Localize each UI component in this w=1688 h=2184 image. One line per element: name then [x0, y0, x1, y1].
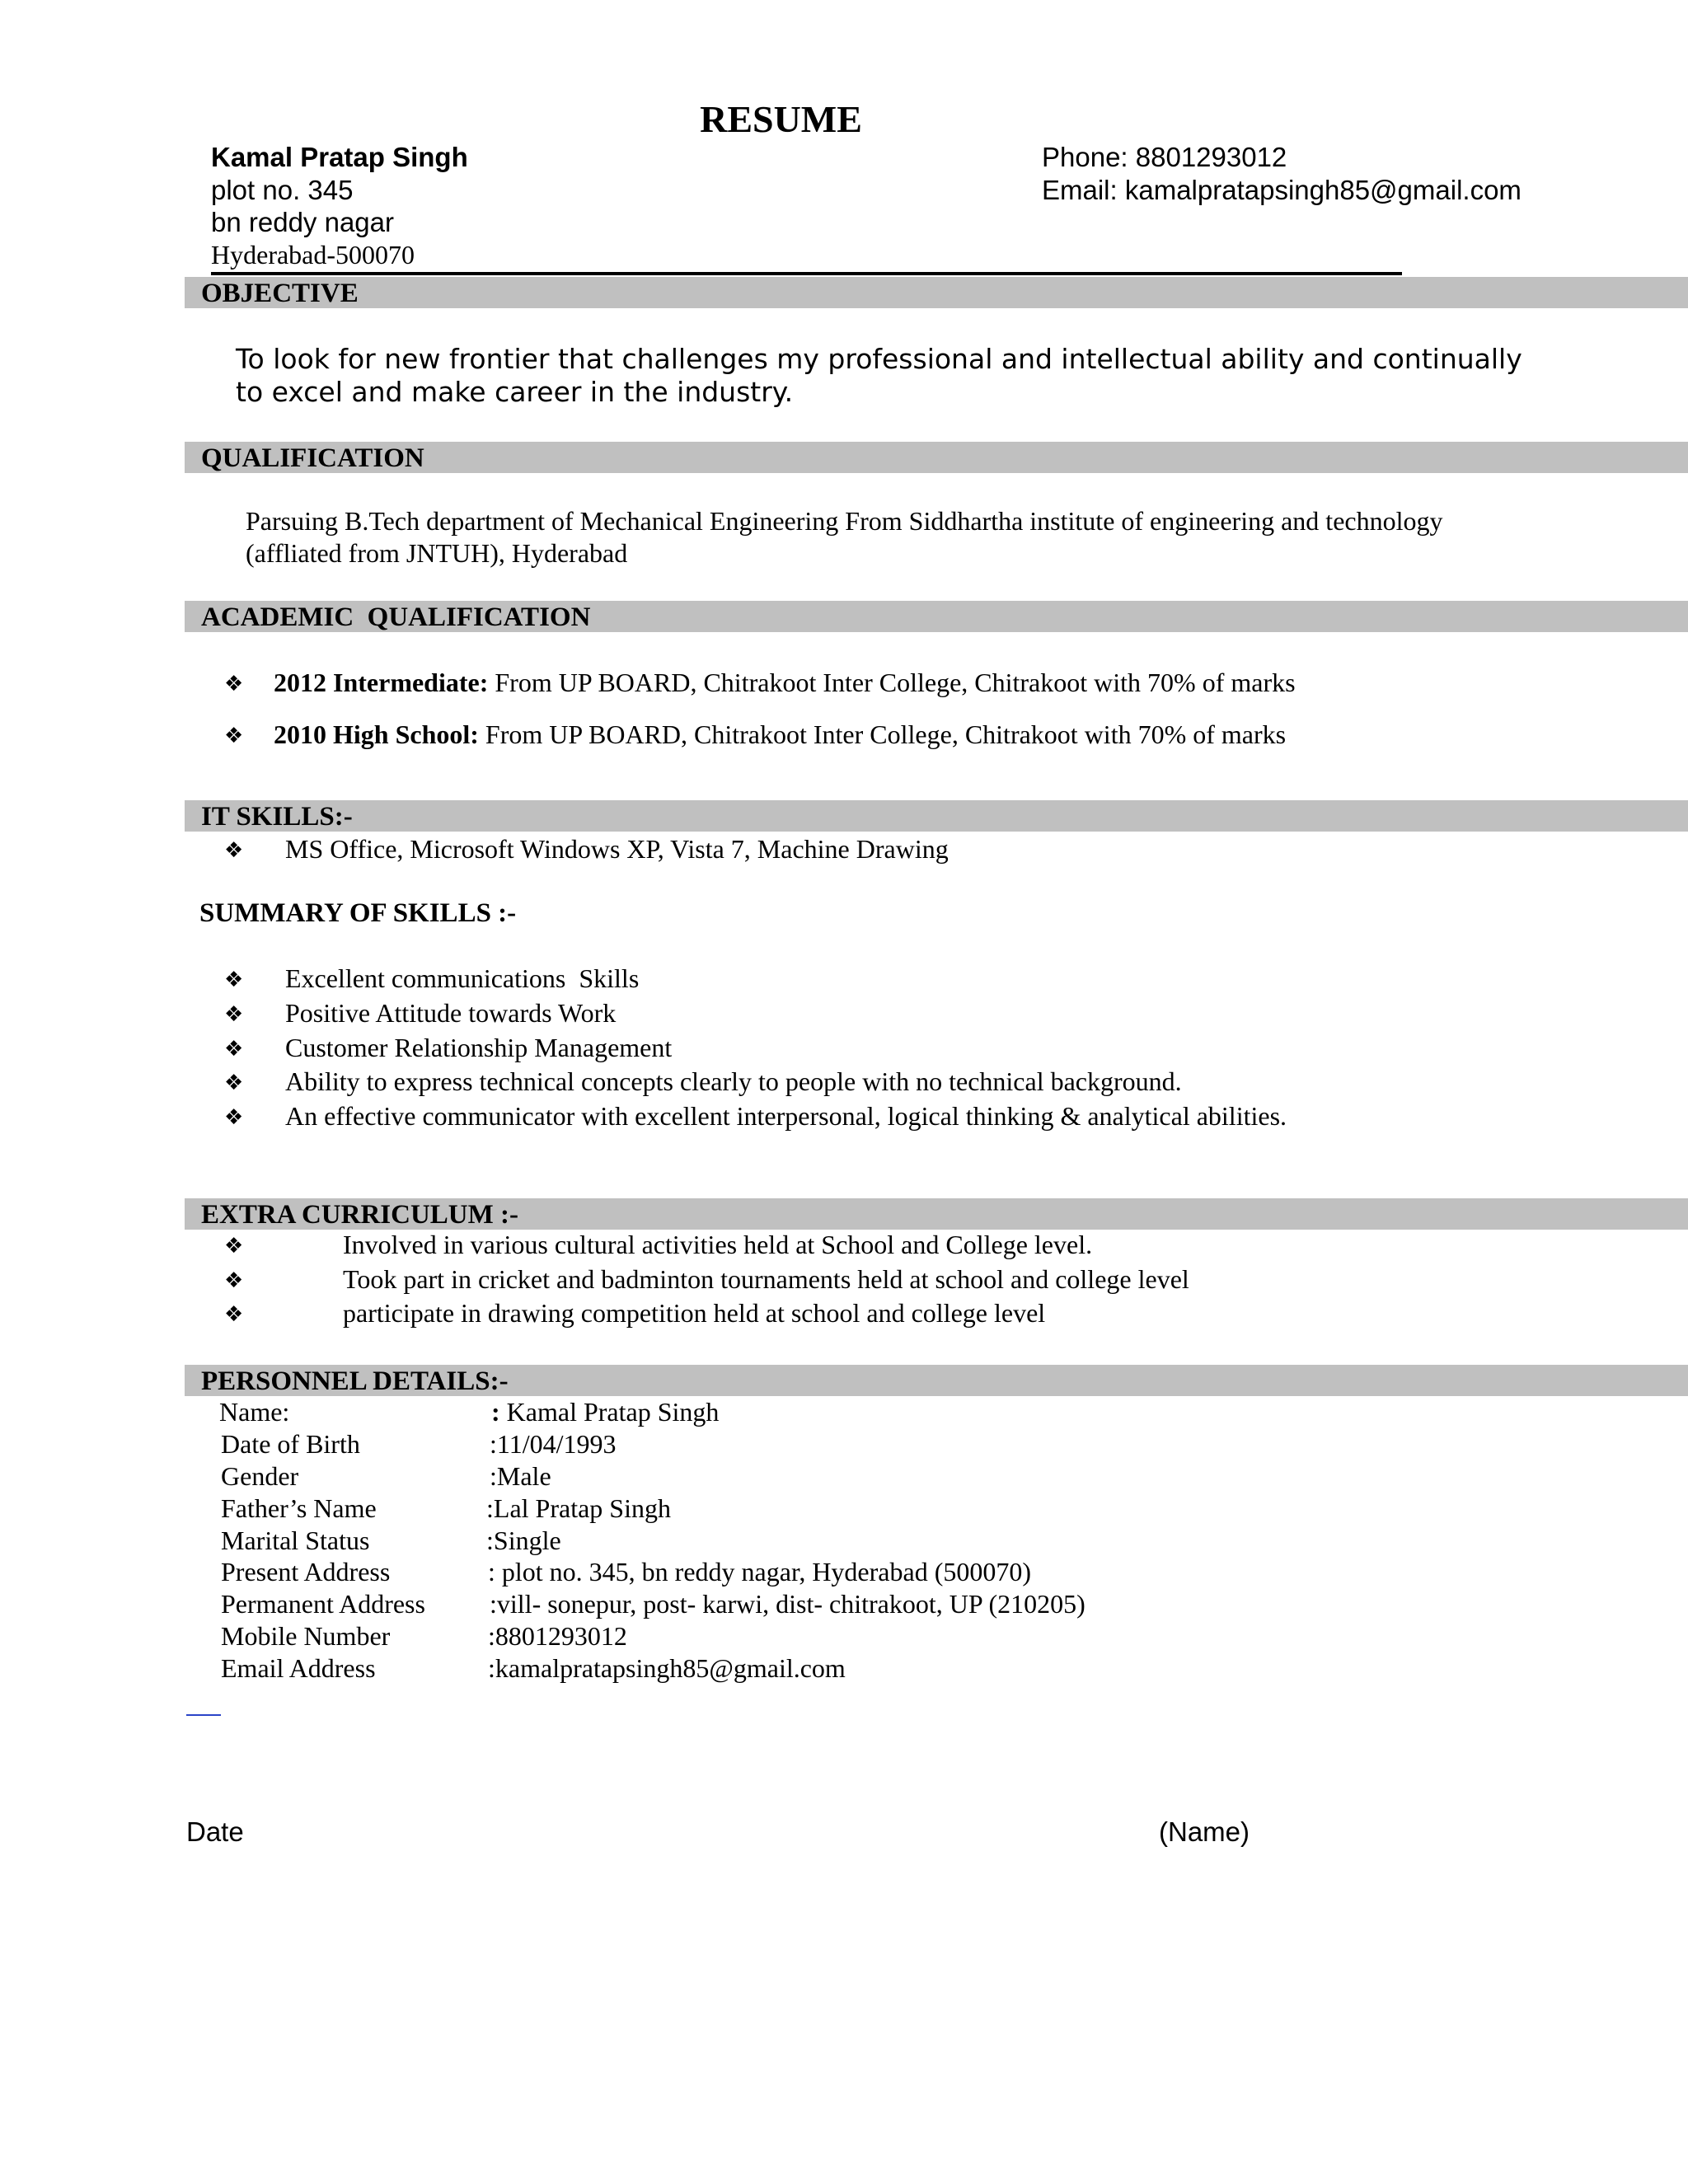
detail-label-marital: Marital Status	[221, 1526, 370, 1555]
summary-item: Ability to express technical concepts clearly to people with no technical background.	[285, 1066, 1182, 1096]
bullet-icon: ❖	[224, 672, 244, 696]
academic-item	[274, 668, 1296, 698]
detail-label-email: Email Address	[221, 1653, 376, 1683]
bullet-icon: ❖	[224, 968, 244, 992]
summary-item: Positive Attitude towards Work	[285, 998, 617, 1028]
header-divider	[211, 272, 1402, 275]
detail-value-permanent-address: :vill- sonepur, post- karwi, dist- chitrakoot, UP (210205)	[490, 1589, 1085, 1619]
detail-label-father: Father’s Name	[221, 1493, 377, 1523]
detail-label-gender: Gender	[221, 1461, 299, 1491]
extra-curriculum-heading: EXTRA CURRICULUM :-	[201, 1200, 518, 1230]
address-line-3: Hyderabad-500070	[211, 240, 415, 269]
address-line-1: plot no. 345	[211, 175, 354, 205]
extra-item: participate in drawing competition held at school and college level	[343, 1298, 1046, 1328]
summary-item: An effective communicator with excellent interpersonal, logical thinking & analytical abilities.	[285, 1101, 1287, 1131]
detail-colon: :	[491, 1397, 500, 1427]
bullet-icon: ❖	[224, 1302, 244, 1327]
detail-value-present-address: : plot no. 345, bn reddy nagar, Hyderabad (500070)	[488, 1557, 1031, 1586]
address-line-2: bn reddy nagar	[211, 207, 394, 237]
detail-value-email: :kamalpratapsingh85@gmail.com	[488, 1653, 846, 1683]
qualification-section-header	[185, 442, 1688, 473]
personnel-section-header	[185, 1365, 1688, 1396]
qualification-line-1: Parsuing B.Tech department of Mechanical Engineering From Siddhartha institute of engineering and technology	[246, 506, 1443, 536]
detail-value-dob: :11/04/1993	[490, 1429, 617, 1459]
objective-section-header	[185, 277, 1688, 308]
objective-line-1: To look for new frontier that challenges my professional and intellectual ability and continually	[236, 343, 1522, 375]
detail-label-present-address: Present Address	[221, 1557, 391, 1586]
summary-item: Customer Relationship Management	[285, 1033, 673, 1062]
detail-label-name: Name:	[219, 1397, 290, 1427]
bullet-icon: ❖	[224, 1037, 244, 1062]
summary-heading: SUMMARY OF SKILLS :-	[199, 898, 517, 928]
date-label: Date	[186, 1816, 244, 1847]
phone-number: Phone: 8801293012	[1042, 142, 1287, 172]
empty-hyperlink[interactable]	[186, 1714, 221, 1716]
it-skills-heading: IT SKILLS:-	[201, 802, 353, 832]
detail-label-mobile: Mobile Number	[221, 1621, 391, 1651]
detail-label-dob: Date of Birth	[221, 1429, 360, 1459]
academic-item-text: From UP BOARD, Chitrakoot Inter College, Chitrakoot with 70% of marks	[478, 719, 1287, 749]
detail-value-gender: :Male	[490, 1461, 551, 1491]
detail-value-father: :Lal Pratap Singh	[486, 1493, 671, 1523]
extra-item: Involved in various cultural activities held at School and College level.	[343, 1230, 1093, 1259]
bullet-icon: ❖	[224, 1105, 244, 1130]
candidate-name: Kamal Pratap Singh	[211, 142, 468, 172]
bullet-icon: ❖	[224, 1002, 244, 1027]
page-title: RESUME	[700, 98, 862, 140]
bullet-icon: ❖	[224, 838, 244, 863]
it-skills-section-header	[185, 800, 1688, 832]
it-skill-item: MS Office, Microsoft Windows XP, Vista 7, Machine Drawing	[285, 834, 949, 864]
bullet-icon: ❖	[224, 1268, 244, 1293]
academic-item-text: From UP BOARD, Chitrakoot Inter College, Chitrakoot with 70% of marks	[488, 668, 1296, 697]
bullet-icon: ❖	[224, 1234, 244, 1258]
academic-item-title: 2010 High School:	[274, 719, 479, 749]
detail-value-mobile: :8801293012	[488, 1621, 627, 1651]
academic-section-header	[185, 601, 1688, 632]
bullet-icon: ❖	[224, 1071, 244, 1095]
objective-line-2: to excel and make career in the industry.	[236, 376, 794, 408]
academic-item	[274, 719, 1286, 750]
objective-heading: OBJECTIVE	[201, 279, 359, 308]
detail-label-permanent-address: Permanent Address	[221, 1589, 425, 1619]
qualification-line-2: (affliated from JNTUH), Hyderabad	[246, 538, 628, 568]
summary-item: Excellent communications Skills	[285, 963, 640, 993]
detail-value-name	[491, 1397, 719, 1427]
academic-item-title: 2012 Intermediate:	[274, 668, 489, 697]
detail-value-text: Kamal Pratap Singh	[499, 1397, 720, 1427]
extra-item: Took part in cricket and badminton tournaments held at school and college level	[343, 1264, 1189, 1294]
detail-value-marital: :Single	[486, 1526, 561, 1555]
academic-heading: ACADEMIC QUALIFICATION	[201, 602, 591, 632]
personnel-heading: PERSONNEL DETAILS:-	[201, 1366, 509, 1396]
bullet-icon: ❖	[224, 724, 244, 748]
extra-curriculum-section-header	[185, 1198, 1688, 1230]
qualification-heading: QUALIFICATION	[201, 443, 424, 473]
email-address: Email: kamalpratapsingh85@gmail.com	[1042, 175, 1522, 205]
name-signature-label: (Name)	[1159, 1816, 1250, 1847]
